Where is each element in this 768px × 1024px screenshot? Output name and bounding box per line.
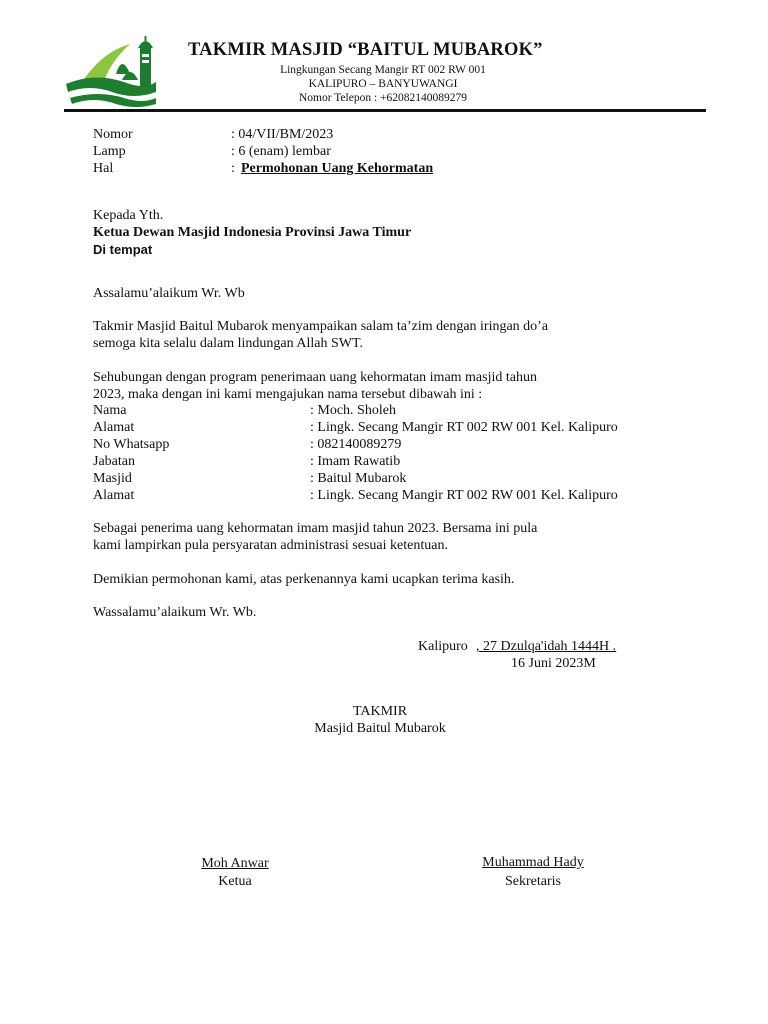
nomor-value: : 04/VII/BM/2023 bbox=[231, 127, 334, 142]
letterhead-phone: Nomor Telepon : +62082140089279 bbox=[298, 92, 468, 104]
signature-left-title: Ketua bbox=[218, 874, 252, 889]
detail-value: : Moch. Sholeh bbox=[310, 403, 396, 418]
detail-value: : Baitul Mubarok bbox=[310, 471, 407, 486]
paragraph-1-line-2: semoga kita selalu dalam lindungan Allah SWT. bbox=[93, 336, 363, 351]
hal-label: Hal bbox=[93, 161, 114, 176]
detail-value: : Lingk. Secang Mangir RT 002 RW 001 Kel. Kalipuro bbox=[310, 420, 618, 435]
lamp-label: Lamp bbox=[93, 144, 126, 159]
detail-value: : Imam Rawatib bbox=[310, 454, 401, 469]
paragraph-3-line-2: kami lampirkan pula persyaratan administrasi sesuai ketentuan. bbox=[93, 538, 448, 553]
salam: Assalamu’alaikum Wr. Wb bbox=[93, 286, 245, 301]
letterhead-address-1: Lingkungan Secang Mangir RT 002 RW 001 bbox=[280, 64, 486, 76]
detail-label: Jabatan bbox=[93, 454, 135, 469]
lamp-value: : 6 (enam) lembar bbox=[231, 144, 331, 159]
mosque-logo-icon bbox=[64, 34, 164, 110]
signature-left-name: Moh Anwar bbox=[201, 856, 269, 871]
paragraph-3-line-1: Sebagai penerima uang kehormatan imam masjid tahun 2023. Bersama ini pula bbox=[93, 521, 538, 536]
recipient-place: Di tempat bbox=[93, 242, 153, 257]
signature-org-2: Masjid Baitul Mubarok bbox=[314, 721, 446, 736]
detail-label: Alamat bbox=[93, 420, 135, 435]
signature-right-title: Sekretaris bbox=[505, 874, 561, 889]
paragraph-2-line-2: 2023, maka dengan ini kami mengajukan nama tersebut dibawah ini : bbox=[93, 387, 483, 402]
letterhead-title: TAKMIR MASJID “BAITUL MUBAROK” bbox=[188, 40, 543, 60]
paragraph-2-line-1: Sehubungan dengan program penerimaan uang kehormatan imam masjid tahun bbox=[93, 370, 537, 385]
date-hijri: , 27 Dzulqa'idah 1444H . bbox=[476, 639, 617, 654]
recipient-name: Ketua Dewan Masjid Indonesia Provinsi Jawa Timur bbox=[93, 225, 412, 240]
hal-colon: : bbox=[231, 161, 235, 176]
detail-label: Alamat bbox=[93, 488, 135, 503]
detail-value: : Lingk. Secang Mangir RT 002 RW 001 Kel. Kalipuro bbox=[310, 488, 618, 503]
recipient-greeting: Kepada Yth. bbox=[93, 208, 164, 223]
date-gregorian: 16 Juni 2023M bbox=[511, 656, 596, 671]
detail-value: : 082140089279 bbox=[310, 437, 402, 452]
detail-label: Masjid bbox=[93, 471, 132, 486]
signature-org-1: TAKMIR bbox=[352, 704, 408, 719]
signature-right-name: Muhammad Hady bbox=[482, 855, 584, 870]
nomor-label: Nomor bbox=[93, 127, 133, 142]
detail-label: Nama bbox=[93, 403, 127, 418]
date-place: Kalipuro bbox=[418, 639, 468, 654]
closing-line: Demikian permohonan kami, atas perkenannya kami ucapkan terima kasih. bbox=[93, 572, 515, 587]
wassalam: Wassalamu’alaikum Wr. Wb. bbox=[93, 605, 257, 620]
letterhead-divider bbox=[64, 109, 706, 112]
hal-value: Permohonan Uang Kehormatan bbox=[241, 161, 434, 176]
letterhead-address-2: KALIPURO – BANYUWANGI bbox=[308, 78, 458, 90]
detail-label: No Whatsapp bbox=[93, 437, 170, 452]
paragraph-1-line-1: Takmir Masjid Baitul Mubarok menyampaikan salam ta’zim dengan iringan do’a bbox=[93, 319, 549, 334]
